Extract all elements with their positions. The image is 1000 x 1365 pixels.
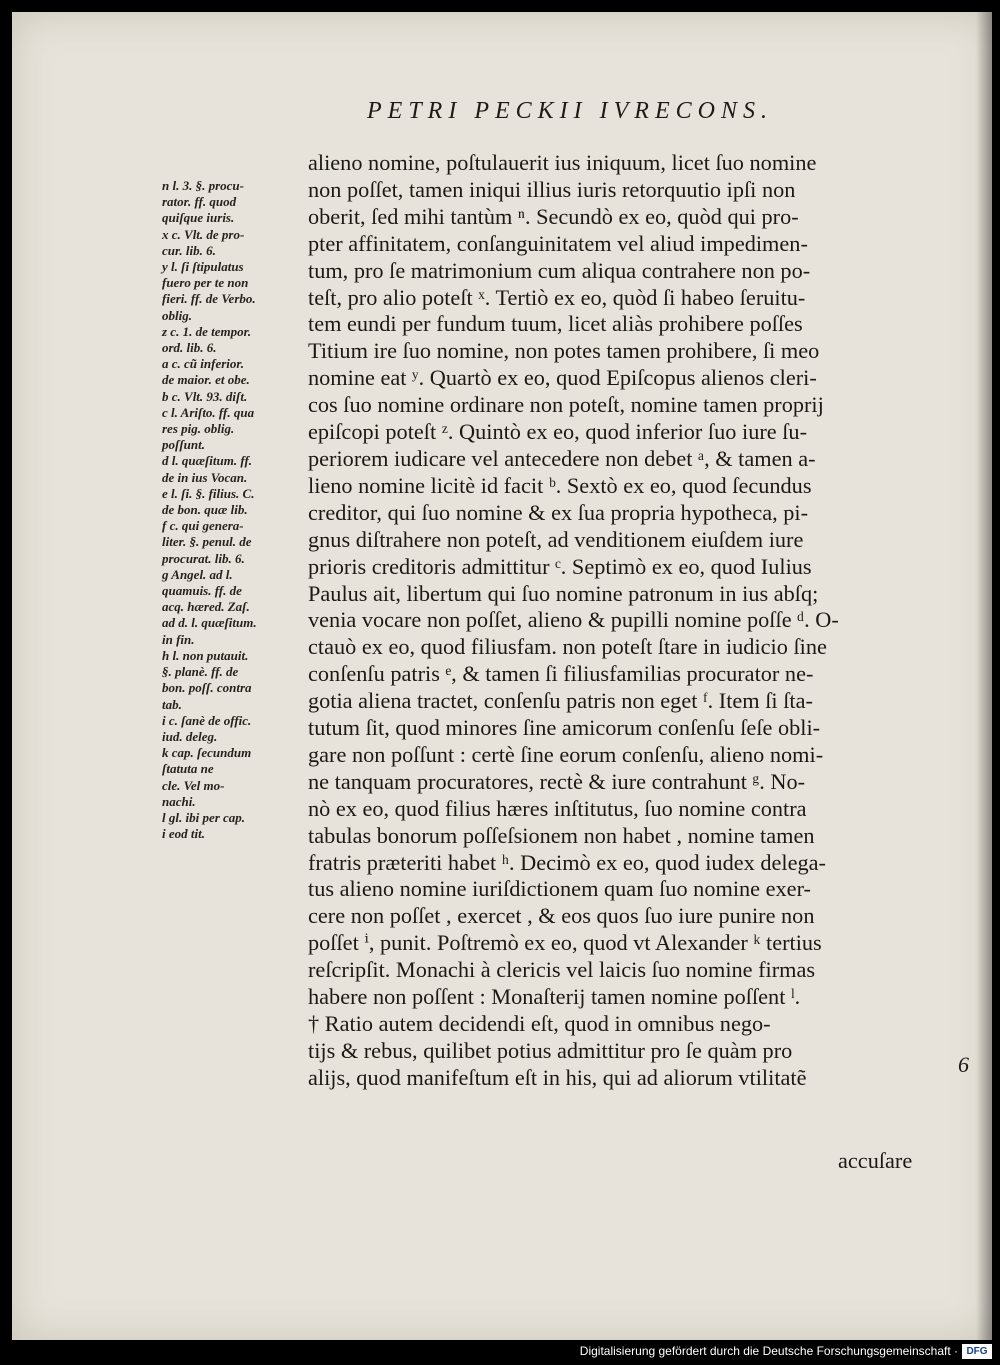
- body-line: non poſſet, tamen iniqui illius iuris retorquutio ipſi non: [308, 176, 796, 202]
- margin-note-line: z c. 1. de tempor.: [162, 323, 252, 339]
- body-line: oberit, ſed mihi tantùm ⁿ. Secundò ex eo, quòd qui pro-: [308, 203, 799, 229]
- margin-note-line: a c. cũ inferior.: [162, 356, 244, 372]
- margin-note-line: de bon. quæ lib.: [162, 502, 248, 518]
- margin-note-line: nachi.: [162, 793, 196, 809]
- margin-note-line: poſſunt.: [162, 437, 205, 453]
- margin-note-line: quiſque iuris.: [162, 210, 235, 226]
- side-marker: 6: [958, 1052, 969, 1077]
- body-line: lieno nomine licitè id facit ᵇ. Sextò ex eo, quod ſecundus: [308, 472, 812, 498]
- body-line: tijs & rebus, quilibet potius admittitur pro ſe quàm pro: [308, 1037, 793, 1063]
- body-line: cos ſuo nomine ordinare non poteſt, nomine tamen proprij: [308, 392, 824, 418]
- margin-note-line: e l. ſi. §. filius. C.: [162, 485, 255, 501]
- margin-note-line: f c. qui genera-: [162, 518, 244, 534]
- body-line: Paulus ait, libertum qui ſuo nomine patronum in ius abſq;: [308, 580, 819, 606]
- margin-note-line: cle. Vel mo-: [162, 777, 225, 793]
- margin-note-line: res pig. oblig.: [162, 421, 235, 437]
- body-line: epiſcopi poteſt ᶻ. Quintò ex eo, quod inferior ſuo iure ſu-: [308, 419, 808, 445]
- body-line: tum, pro ſe matrimonium cum aliqua contrahere non po-: [308, 257, 811, 283]
- margin-note-line: c l. Ariſto. ff. qua: [162, 404, 255, 420]
- margin-note-line: l gl. ibi per cap.: [162, 809, 246, 825]
- body-line: venia vocare non poſſet, alieno & pupilli nomine poſſe ᵈ. O-: [308, 607, 839, 633]
- body-line: cere non poſſet , exercet , & eos quos ſuo iure punire non: [308, 903, 815, 929]
- margin-note-line: de maior. et obe.: [162, 372, 250, 388]
- body-line: alijs, quod manifeſtum eſt in his, qui ad aliorum vtilitatẽ: [308, 1064, 807, 1090]
- running-head: PETRI PECKII IVRECONS.: [367, 98, 773, 124]
- margin-note-line: bon. poſſ. contra: [162, 680, 252, 696]
- margin-note-line: §. planè. ff. de: [162, 664, 239, 680]
- body-line: nomine eat ʸ. Quartò ex eo, quod Epiſcopus alienos cleri-: [308, 365, 817, 391]
- margin-note-line: h l. non putauit.: [162, 647, 249, 663]
- margin-note-line: x c. Vlt. de pro-: [162, 226, 245, 242]
- body-line: conſenſu patris ᵉ, & tamen ſi filiusfamilias procurator ne-: [308, 661, 814, 687]
- body-line: nò ex eo, quod filius hæres inſtitutus, ſuo nomine contra: [308, 795, 807, 821]
- margin-note-line: ad d. l. quæſitum.: [162, 615, 257, 631]
- book-page: [12, 12, 992, 1340]
- margin-note-line: n l. 3. §. procu-: [162, 178, 244, 193]
- body-line: habere non poſſent : Monaſterij tamen nomine poſſent ˡ.: [308, 984, 801, 1010]
- footer-bar: [0, 1340, 1000, 1365]
- margin-note-line: de in ius Vocan.: [162, 469, 248, 485]
- body-line: pter affinitatem, conſanguinitatem vel aliud impedimen-: [308, 230, 808, 256]
- body-line: Titium ire ſuo nomine, non potes tamen prohibere, ſi meo: [308, 338, 820, 364]
- body-line: † Ratio autem decidendi eſt, quod in omnibus nego-: [308, 1011, 771, 1036]
- body-line: poſſet ⁱ, punit. Poſtremò ex eo, quod vt Alexander ᵏ tertius: [308, 930, 822, 956]
- margin-note-line: ſtatuta ne: [162, 761, 214, 777]
- margin-note-line: in fin.: [162, 631, 195, 647]
- body-line: teſt, pro alio poteſt ˣ. Tertiò ex eo, quòd ſi habeo ſeruitu-: [308, 284, 806, 310]
- body-line: periorem iudicare vel antecedere non debet ᵃ, & tamen a-: [308, 445, 816, 471]
- margin-note-line: fuero per te non: [162, 275, 249, 291]
- margin-note-line: oblig.: [162, 307, 192, 323]
- body-line: reſcripſit. Monachi à clericis vel laicis ſuo nomine firmas: [308, 957, 816, 983]
- body-line: alieno nomine, poſtulauerit ius iniquum, licet ſuo nomine: [308, 150, 817, 175]
- margin-note-line: quamuis. ff. de: [162, 583, 242, 599]
- body-line: prioris creditoris admittitur ᶜ. Septimò ex eo, quod Iulius: [308, 553, 812, 579]
- margin-note-line: cur. lib. 6.: [162, 242, 216, 258]
- margin-note-line: ord. lib. 6.: [162, 340, 217, 356]
- margin-note-line: g Angel. ad l.: [162, 566, 233, 582]
- margin-note-line: iud. deleg.: [162, 728, 218, 744]
- margin-note-line: procurat. lib. 6.: [162, 550, 245, 566]
- catchword: accuſare: [838, 1148, 913, 1173]
- margin-note-line: liter. §. penul. de: [162, 534, 252, 550]
- body-text: [308, 150, 933, 1092]
- margin-note-line: i c. ſanè de offic.: [162, 712, 252, 728]
- body-line: tutum ſit, quod minores ſine amicorum conſenſu ſeſe obli-: [308, 715, 821, 741]
- margin-note-line: acq. hæred. Zaſ.: [162, 599, 250, 615]
- gutter-shadow: [976, 12, 992, 1340]
- margin-note-line: i eod tit.: [162, 826, 205, 842]
- margin-note-line: rator. ff. quod: [162, 194, 237, 210]
- margin-note-line: fieri. ff. de Verbo.: [162, 291, 256, 307]
- body-line: tus alieno nomine iuriſdictionem quam ſuo nomine exer-: [308, 876, 811, 902]
- margin-note-line: y l. ſi ſtipulatus: [162, 259, 244, 275]
- margin-note-line: b c. Vlt. 93. diſt.: [162, 388, 248, 404]
- body-line: fratris præteriti habet ʰ. Decimò ex eo, quod iudex delega-: [308, 849, 826, 875]
- margin-note-line: d l. quæſitum. ff.: [162, 453, 253, 469]
- body-line: ctauò ex eo, quod filiusfam. non poteſt ſtare in iudicio ſine: [308, 634, 827, 660]
- footer-credit: Digitalisierung gefördert durch die Deutsche Forschungsgemeinschaft ·: [579, 1344, 958, 1358]
- body-line: creditor, qui ſuo nomine & ex ſua propria hypotheca, pi-: [308, 499, 809, 525]
- body-line: gotia aliena tractet, conſenſu patris non eget ᶠ. Item ſi ſta-: [308, 688, 813, 714]
- margin-note-line: k cap. ſecundum: [162, 745, 252, 761]
- body-line: ne tanquam procuratores, rectè & iure contrahunt ᵍ. No-: [308, 768, 806, 794]
- margin-note-line: tab.: [162, 696, 182, 712]
- body-line: tabulas bonorum poſſeſsionem non habet , nomine tamen: [308, 822, 815, 848]
- body-line: gare non poſſunt : certè ſine eorum conſenſu, alieno nomi-: [308, 741, 824, 767]
- margin-notes: [162, 178, 327, 842]
- body-line: tem eundi per fundum tuum, licet aliàs prohibere poſſes: [308, 311, 803, 337]
- body-line: gnus diſtrahere non poteſt, ad venditionem eiuſdem iure: [308, 526, 804, 552]
- dfg-logo: DFG: [962, 1344, 992, 1359]
